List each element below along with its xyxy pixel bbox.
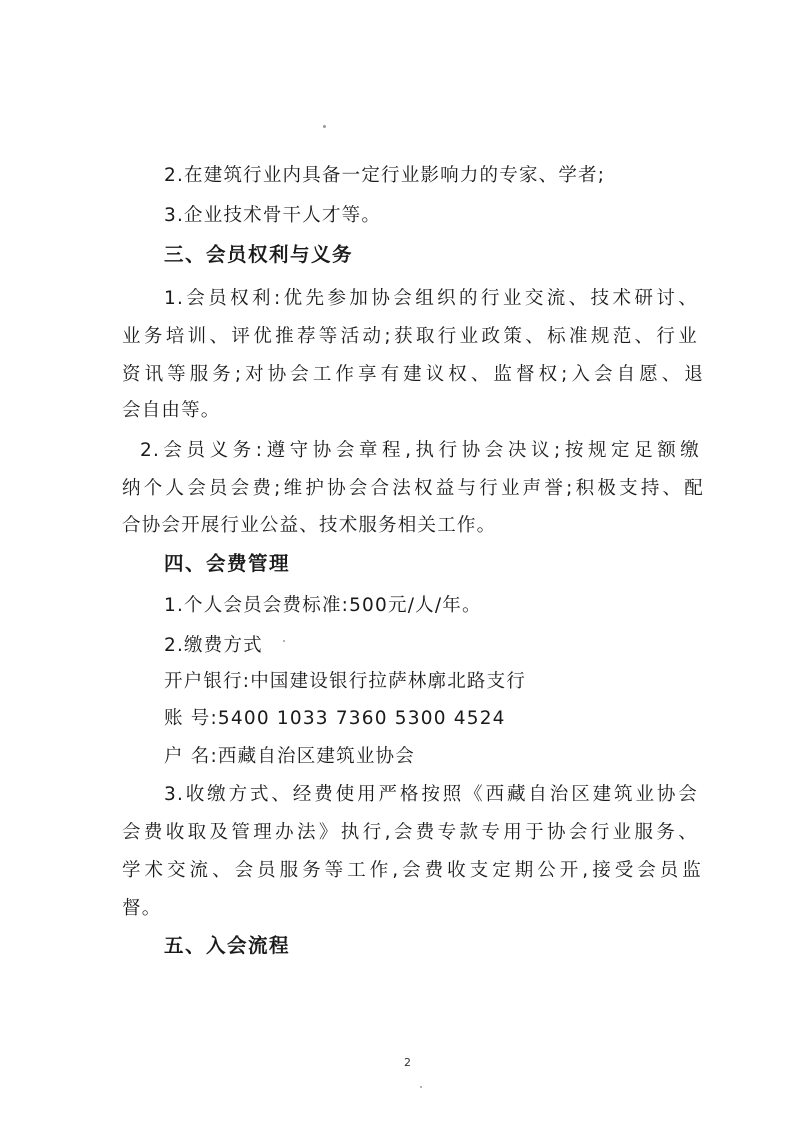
account-name: 户 名:西藏自治区建筑业协会: [164, 746, 415, 767]
fee-standard: 1.个人会员会费标准:500元/人/年。: [164, 595, 482, 616]
scan-speck: [323, 125, 326, 128]
section-heading-fee-management: 四、会费管理: [164, 552, 291, 575]
rights-paragraph-line-4: 会自由等。: [122, 400, 221, 421]
fee-usage-line-2: 会费收取及管理办法》执行,会费专款专用于协会行业服务、: [122, 822, 698, 843]
section-heading-rights-obligations: 三、会员权利与义务: [164, 243, 354, 266]
payment-method-label: 2.缴费方式: [164, 635, 263, 656]
fee-usage-line-4: 督。: [122, 898, 162, 919]
section-heading-admission-process: 五、入会流程: [164, 934, 291, 957]
qualification-item-2: 2.在建筑行业内具备一定行业影响力的专家、学者;: [164, 165, 606, 186]
account-number: 账 号:5400 1033 7360 5300 4524: [164, 708, 506, 729]
scan-speck: [283, 640, 285, 642]
scan-speck: [420, 1086, 422, 1088]
rights-paragraph-line-2: 业务培训、评优推荐等活动;获取行业政策、标准规范、行业: [122, 326, 698, 347]
rights-paragraph-line-1: 1.会员权利:优先参加协会组织的行业交流、技术研讨、: [164, 288, 698, 309]
bank-name: 开户银行:中国建设银行拉萨林廓北路支行: [164, 671, 527, 692]
qualification-item-3: 3.企业技术骨干人才等。: [164, 205, 382, 226]
rights-paragraph-line-3: 资讯等服务;对协会工作享有建议权、监督权;入会自愿、退: [122, 364, 704, 385]
page-number: 2: [404, 1056, 411, 1069]
obligations-paragraph-line-2: 纳个人会员会费;维护协会合法权益与行业声誉;积极支持、配: [122, 478, 704, 499]
fee-usage-line-1: 3.收缴方式、经费使用严格按照《西藏自治区建筑业协会: [164, 784, 698, 805]
obligations-paragraph-line-1: 2.会员义务:遵守协会章程,执行协会决议;按规定足额缴: [140, 440, 700, 461]
fee-usage-line-3: 学术交流、会员服务等工作,会费收支定期公开,接受会员监: [122, 860, 702, 881]
obligations-paragraph-line-3: 合协会开展行业公益、技术服务相关工作。: [122, 515, 497, 536]
